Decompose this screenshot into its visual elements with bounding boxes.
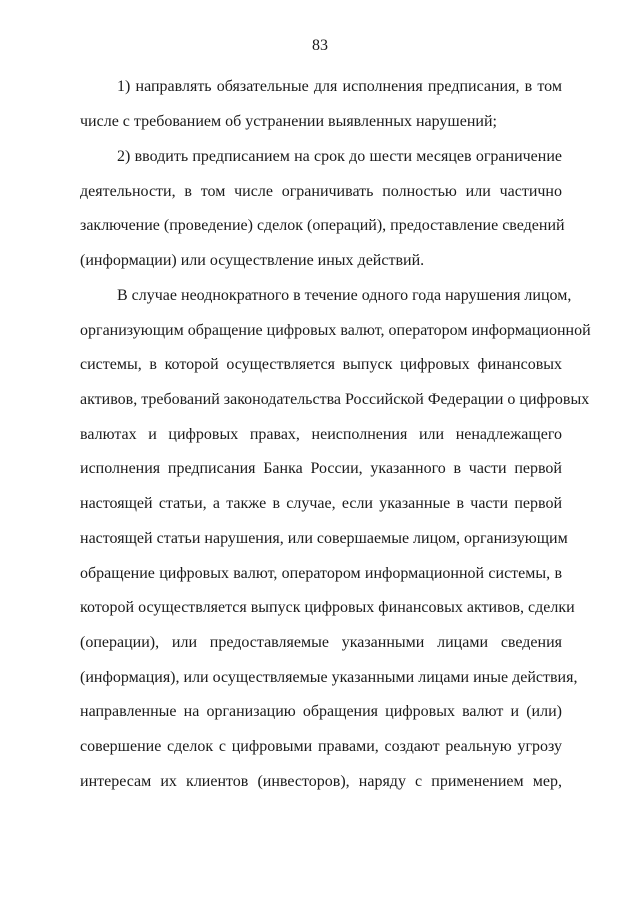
text-line: настоящей статьи, а также в случае, если указанные в части первой — [80, 495, 562, 512]
text-line: деятельности, в том числе ограничивать полностью или частично — [80, 183, 562, 200]
text-line: 2) вводить предписанием на срок до шести месяцев ограничение — [117, 148, 562, 165]
text-line: числе с требованием об устранении выявленных нарушений; — [80, 113, 497, 130]
text-line: заключение (проведение) сделок (операций), предоставление сведений — [80, 217, 565, 234]
text-line: совершение сделок с цифровыми правами, создают реальную угрозу — [80, 738, 562, 755]
text-line: валютах и цифровых правах, неисполнения или ненадлежащего — [80, 426, 562, 443]
text-line: активов, требований законодательства Российской Федерации о цифровых — [80, 391, 590, 408]
text-line: организующим обращение цифровых валют, оператором информационной — [80, 322, 591, 339]
text-line: обращение цифровых валют, оператором информационной системы, в — [80, 565, 562, 582]
text-line: направленные на организацию обращения цифровых валют и (или) — [80, 703, 562, 720]
text-line: интересам их клиентов (инвесторов), наряду с применением мер, — [80, 773, 562, 790]
text-line: (информация), или осуществляемые указанными лицами иные действия, — [80, 669, 578, 686]
text-line: системы, в которой осуществляется выпуск цифровых финансовых — [80, 356, 562, 373]
text-line: которой осуществляется выпуск цифровых финансовых активов, сделки — [80, 599, 575, 616]
text-line: исполнения предписания Банка России, указанного в части первой — [80, 460, 562, 477]
text-line: В случае неоднократного в течение одного года нарушения лицом, — [117, 287, 572, 304]
text-line: 1) направлять обязательные для исполнения предписания, в том — [117, 78, 562, 95]
text-line: настоящей статьи нарушения, или совершаемые лицом, организующим — [80, 530, 568, 547]
text-line: (информации) или осуществление иных действий. — [80, 252, 425, 269]
text-line: (операции), или предоставляемые указанными лицами сведения — [80, 634, 562, 651]
page-number: 83 — [312, 37, 328, 54]
